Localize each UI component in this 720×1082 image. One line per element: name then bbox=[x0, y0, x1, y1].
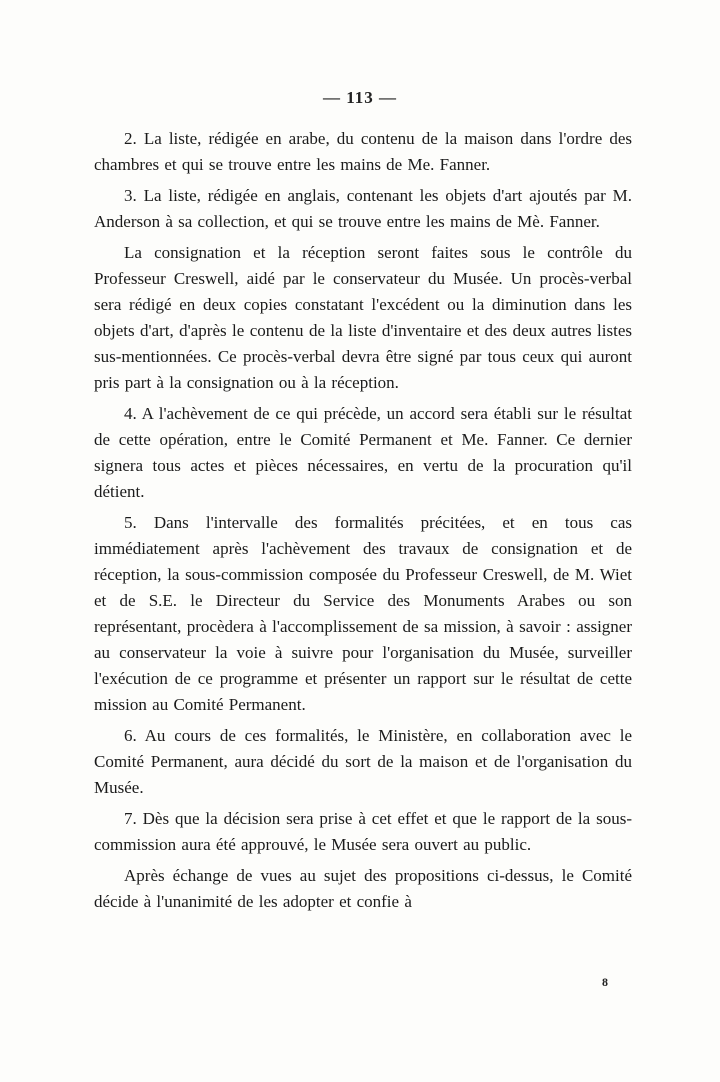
text-block bbox=[94, 126, 632, 920]
signature-mark: 8 bbox=[602, 975, 608, 989]
paragraph-item-3: 3. La liste, rédigée en anglais, contenant les objets d'art ajoutés par M. Anderson à sa collection, et qui se trouve entre les mains de Mè. Fanner. bbox=[94, 186, 632, 231]
paragraph-item-6: 6. Au cours de ces formalités, le Ministère, en collaboration avec le Comité Permanent, aura décidé du sort de la maison et de l'organisation du Musée. bbox=[94, 726, 632, 797]
paragraph-item-2: 2. La liste, rédigée en arabe, du contenu de la maison dans l'ordre des chambres et qui se trouve entre les mains de Me. Fanner. bbox=[94, 129, 632, 174]
paragraph-item-4: 4. A l'achèvement de ce qui précède, un accord sera établi sur le résultat de cette opération, entre le Comité Permanent et Me. Fanner. Ce dernier signera tous actes et pièces nécessaires, en vertu de la procuration qu'il détient. bbox=[94, 404, 632, 501]
page-number: — 113 — bbox=[322, 88, 398, 107]
paragraph-item-5: 5. Dans l'intervalle des formalités précitées, et en tous cas immédiatement après l'achèvement des travaux de consignation et de réception, la sous-commission composée du Professeur Creswell, de M. Wiet et de S.E. le Directeur du Service des Monuments Arabes ou son représentant, procèdera à l'accomplissement de sa mission, à savoir : assigner au conservateur la voie à suivre pour l'organisation du Musée, surveiller l'exécution de ce programme et présenter un rapport sur le résultat de cette mission au Comité Permanent. bbox=[94, 513, 632, 714]
paragraph-consignation: La consignation et la réception seront faites sous le contrôle du Professeur Creswell, aidé par le conservateur du Musée. Un procès-verbal sera rédigé en deux copies constatant l'excédent ou la diminution dans les objets d'art, d'après le contenu de la liste d'inventaire et des deux autres listes sus-mentionnées. Ce procès-verbal devra être signé par tous ceux qui auront pris part à la consignation ou à la réception. bbox=[94, 243, 632, 392]
paragraph-closing: Après échange de vues au sujet des propositions ci-dessus, le Comité décide à l'unanimité de les adopter et confie à bbox=[94, 866, 632, 911]
paragraph-item-7: 7. Dès que la décision sera prise à cet effet et que le rapport de la sous-commission aura été approuvé, le Musée sera ouvert au public. bbox=[94, 809, 632, 854]
